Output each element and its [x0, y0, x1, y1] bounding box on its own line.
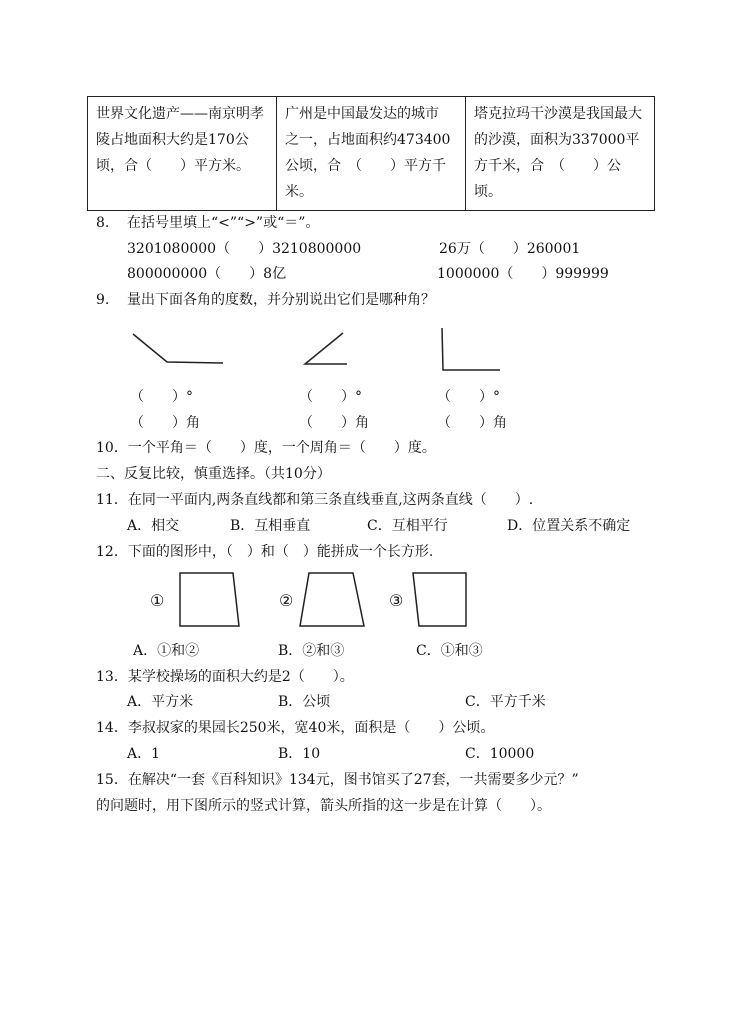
q9-degree-blank-2: （ ）° [299, 389, 362, 405]
q9-degree-blank-3: （ ）° [437, 389, 500, 405]
obtuse-angle-figure [125, 325, 235, 375]
trapezoid-shape-2 [298, 570, 368, 630]
q11-text: 11．在同一平面内,两条直线都和第三条直线垂直,这两条直线（ ）. [96, 492, 534, 508]
q8-item-1: 3201080000（ ）3210800000 [127, 241, 362, 257]
q11-option-d: D．位置关系不确定 [507, 518, 631, 534]
trapezoid-shape-1 [178, 570, 242, 630]
shape-label-2: ② [279, 591, 294, 610]
q13-text: 13．某学校操场的面积大约是2（ ）。 [96, 669, 354, 685]
q12-option-a: A．①和② [133, 643, 200, 659]
q14-option-a: A．1 [127, 746, 161, 762]
q9-number: 9. [96, 292, 110, 308]
q14-option-c: C．10000 [465, 746, 535, 762]
q13-option-a: A．平方米 [127, 694, 194, 710]
q13-option-b: B．公顷 [278, 694, 331, 710]
q12-text: 12．下面的图形中，（ ）和（ ）能拼成一个长方形. [96, 544, 434, 560]
q8-prompt: 在括号里填上“<”“>”或“＝”。 [127, 215, 320, 231]
q13-option-c: C．平方千米 [465, 694, 546, 710]
q12-option-b: B．②和③ [278, 643, 345, 659]
q11-option-c: C．互相平行 [367, 518, 448, 534]
q9-degree-blank-1: （ ）° [130, 389, 193, 405]
shape-label-1: ① [150, 591, 165, 610]
q10-text: 10．一个平角＝（ ）度，一个周角＝（ ）度。 [96, 440, 436, 456]
q14-option-b: B．10 [278, 746, 321, 762]
q9-type-blank-2: （ ）角 [299, 415, 369, 431]
section-2-heading: 二、反复比较，慎重选择。（共10分） [96, 466, 331, 482]
table-cell-taklamakan: 塔克拉玛干沙漠是我国最大的沙漠，面积为337000平方千米，合 （ ）公顷。 [466, 97, 655, 211]
trapezoid-shape-3 [411, 570, 471, 630]
q14-text: 14．李叔叔家的果园长250米，宽40米，面积是（ ）公顷。 [96, 720, 495, 736]
q8-number: 8. [96, 215, 110, 231]
table-cell-guangzhou: 广州是中国最发达的城市 之一，占地面积约473400公顷，合 （ ）平方千米。 [277, 97, 466, 211]
q15-text-line-2: 的问题时，用下图所示的竖式计算，箭头所指的这一步是在计算（ ）。 [96, 798, 551, 814]
q8-item-4: 1000000（ ）999999 [437, 266, 609, 282]
q9-prompt: 量出下面各角的度数，并分别说出它们是哪种角？ [127, 292, 435, 308]
right-angle-figure [432, 320, 507, 380]
q12-option-c: C．①和③ [416, 643, 483, 659]
q11-option-b: B．互相垂直 [230, 518, 311, 534]
shape-label-3: ③ [389, 591, 404, 610]
q9-type-blank-3: （ ）角 [437, 415, 507, 431]
q8-item-3: 800000000（ ）8亿 [127, 266, 287, 282]
q9-type-blank-1: （ ）角 [130, 415, 200, 431]
q15-text-line-1: 15．在解决“一套《百科知识》134元，图书馆买了27套，一共需要多少元？” [96, 772, 579, 788]
q11-option-a: A．相交 [127, 518, 180, 534]
acute-angle-figure [295, 325, 355, 375]
q8-item-2: 26万（ ）260001 [439, 241, 581, 257]
table-cell-ming-tomb: 世界文化遗产——南京明孝陵占地面积大约是170公顷，合（ ）平方米。 [88, 97, 277, 211]
area-conversion-table [87, 96, 655, 211]
